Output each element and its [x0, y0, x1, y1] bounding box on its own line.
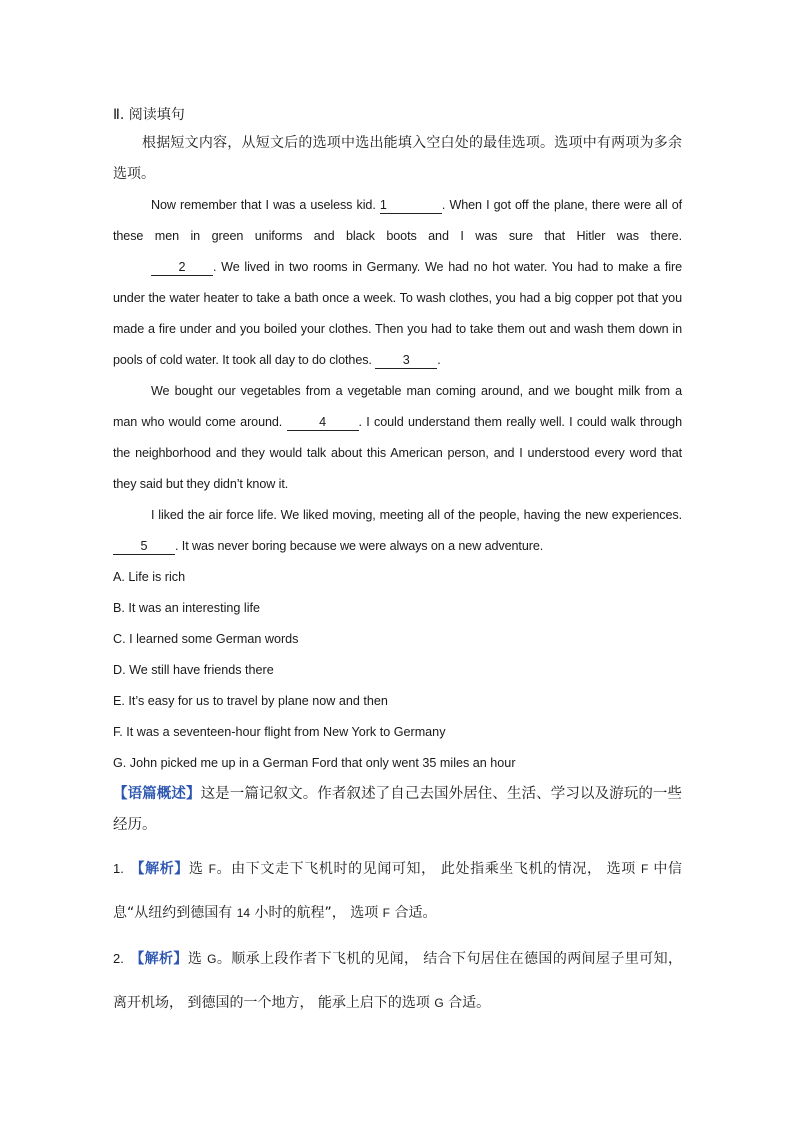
answer-text: 合适。	[390, 905, 437, 921]
answer-text: 合适。	[443, 995, 491, 1011]
instructions: 根据短文内容，从短文后的选项中选出能填入空白处的最佳选项。选项中有两项为多余选项。	[113, 135, 682, 182]
option-b: B. It was an interesting life	[113, 601, 260, 615]
answer-letter: F	[208, 862, 216, 876]
answer-number: 1.	[113, 861, 124, 876]
passage-text: . It was never boring because we were always on a new adventure.	[175, 539, 544, 553]
blank-5: 5	[113, 538, 175, 555]
answer-text: 选	[187, 951, 208, 967]
summary-tag: 【语篇概述】	[113, 786, 201, 802]
summary-text: 这是一篇记叙文。作者叙述了自己去国外居住、生活、学习以及游玩的一些经历。	[113, 786, 683, 833]
blank-4: 4	[287, 414, 359, 431]
passage-text: . I could understand them really well. I could walk through the neighborhood and they would talk about this American person, and I understood every word that they said but they didn’t know it.	[113, 415, 682, 491]
passage-paragraph-3	[113, 376, 682, 500]
answer-letter: F	[382, 906, 391, 920]
answer-text: 。顺承上段作者下飞机的见闻， 结合下句居住在德国的两间屋子里可知， 离开机场， 到德国的一个地方， 能承上启下的选项	[113, 951, 683, 1011]
passage-text: .	[437, 353, 441, 367]
passage-text: I liked the air force life. We liked moving, meeting all of the people, having the new experiences.	[151, 508, 682, 522]
analysis-tag: 【解析】	[129, 861, 189, 877]
option-a: A. Life is rich	[113, 570, 186, 584]
options-list	[113, 562, 682, 779]
passage-summary	[113, 779, 682, 841]
answer-number: 2.	[113, 951, 124, 966]
option-e: E. It’s easy for us to travel by plane now and then	[113, 694, 388, 708]
answer-text: 中信息“从纽约到德国有	[113, 861, 683, 921]
answer-text: 。由下文走下飞机时的见闻可知， 此处指乘坐飞机的情况， 选项	[215, 861, 641, 877]
option-d: D. We still have friends there	[113, 663, 274, 677]
blank-1: 1	[380, 197, 442, 214]
analysis-tag: 【解析】	[129, 951, 188, 967]
option-c: C. I learned some German words	[113, 632, 299, 646]
section-title: Ⅱ. 阅读填句	[113, 107, 185, 123]
answer-number-text: 14	[236, 906, 251, 920]
answer-1	[113, 847, 682, 935]
answer-text: 小时的航程”， 选项	[250, 905, 383, 921]
answer-letter: G	[207, 952, 217, 966]
option-g: G. John picked me up in a German Ford that only went 35 miles an hour	[113, 756, 516, 770]
passage-text: We bought our vegetables from a vegetable man coming around, and we bought milk from a man who would come around.	[113, 384, 682, 429]
answer-letter: G	[434, 996, 444, 1010]
passage-text: Now remember that I was a useless kid.	[151, 198, 376, 212]
passage-text: . We lived in two rooms in Germany. We had no hot water. You had to make a fire under the water heater to take a bath once a week. To wash clothes, you had a big copper pot that you made a fire under and you boiled your clothes. Then you had to take them out and wash them down in pools of cold water. It took all day to do clothes.	[113, 260, 682, 367]
passage-paragraph-1	[113, 190, 682, 252]
blank-3: 3	[375, 352, 437, 369]
passage-paragraph-2	[113, 252, 682, 376]
answer-text: 选	[188, 861, 209, 877]
passage-text: . When I got off the plane, there were all of these men in green uniforms and black boots and I was sure that Hitler was there.	[113, 198, 682, 243]
answer-2	[113, 937, 682, 1025]
passage-paragraph-4	[113, 500, 682, 562]
option-f: F. It was a seventeen-hour flight from New York to Germany	[113, 725, 446, 739]
answer-letter: F	[640, 862, 649, 876]
blank-2: 2	[151, 259, 213, 276]
